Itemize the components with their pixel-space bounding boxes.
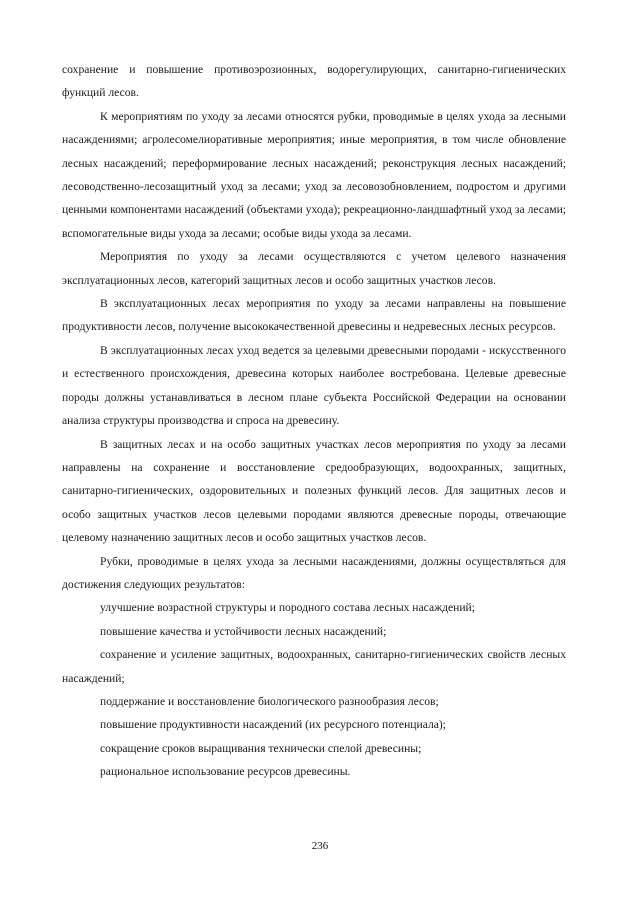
- paragraph-purpose: Мероприятия по уходу за лесами осуществляются с учетом целевого назначения эксплуатационных лесов, категорий защитных лесов и особо защитных участков лесов.: [62, 250, 566, 287]
- list-item: поддержание и восстановление биологического разнообразия лесов;: [100, 694, 439, 708]
- list-item: улучшение возрастной структуры и породного состава лесных насаждений;: [100, 601, 475, 615]
- list-item: повышение качества и устойчивости лесных насаждений;: [100, 624, 387, 638]
- paragraph-protective-forests: В защитных лесах и на особо защитных участках лесов мероприятия по уходу за лесами направлены на сохранение и восстановление средообразующих, водоохранных, защитных, санитарно-гигиенических, оздоровительных и полезных функций лесов. Для защитных лесов и особо защитных участков лесов целевыми породами являются древесные породы, отвечающие целевому назначению защитных лесов и особо защитных участков лесов.: [62, 437, 566, 545]
- list-item: рациональное использование ресурсов древесины.: [100, 765, 351, 779]
- list-item: сокращение сроков выращивания технически спелой древесины;: [100, 741, 422, 755]
- paragraph-cutting-results: Рубки, проводимые в целях ухода за лесными насаждениями, должны осуществляться для достижения следующих результатов:: [62, 554, 566, 591]
- page-number: 236: [311, 840, 329, 852]
- paragraph-care-measures: К мероприятиям по уходу за лесами относятся рубки, проводимые в целях ухода за лесными насаждениями; агролесомелиоративные мероприятия; иные мероприятия, в том числе обновление лесных насаждений; переформирование лесных насаждений; реконструкция лесных насаждений; лесоводственно-лесозащитный уход за лесами; уход за лесовозобновлением, подростом и другими ценными компонентами насаждений (объектами ухода); рекреационно-ландшафтный уход за лесами; вспомогательные виды ухода за лесами; особые виды ухода за лесами.: [62, 109, 566, 240]
- paragraph-target-species: В эксплуатационных лесах уход ведется за целевыми древесными породами - искусственного и естественного происхождения, древесина которых наиболее востребована. Целевые древесные породы должны устанавливаться в лесном плане субъекта Российской Федерации на основании анализа структуры производства и спроса на древесину.: [62, 343, 566, 428]
- list-item: сохранение и усиление защитных, водоохранных, санитарно-гигиенических свойств лесных насаждений;: [62, 648, 566, 685]
- document-body: [62, 58, 566, 784]
- list-item: повышение продуктивности насаждений (их ресурсного потенциала);: [100, 718, 446, 732]
- paragraph-continuation: сохранение и повышение противоэрозионных, водорегулирующих, санитарно-гигиенических функций лесов.: [62, 63, 566, 100]
- paragraph-exploitation-forests: В эксплуатационных лесах мероприятия по уходу за лесами направлены на повышение продуктивности лесов, получение высококачественной древесины и недревесных лесных ресурсов.: [62, 297, 566, 334]
